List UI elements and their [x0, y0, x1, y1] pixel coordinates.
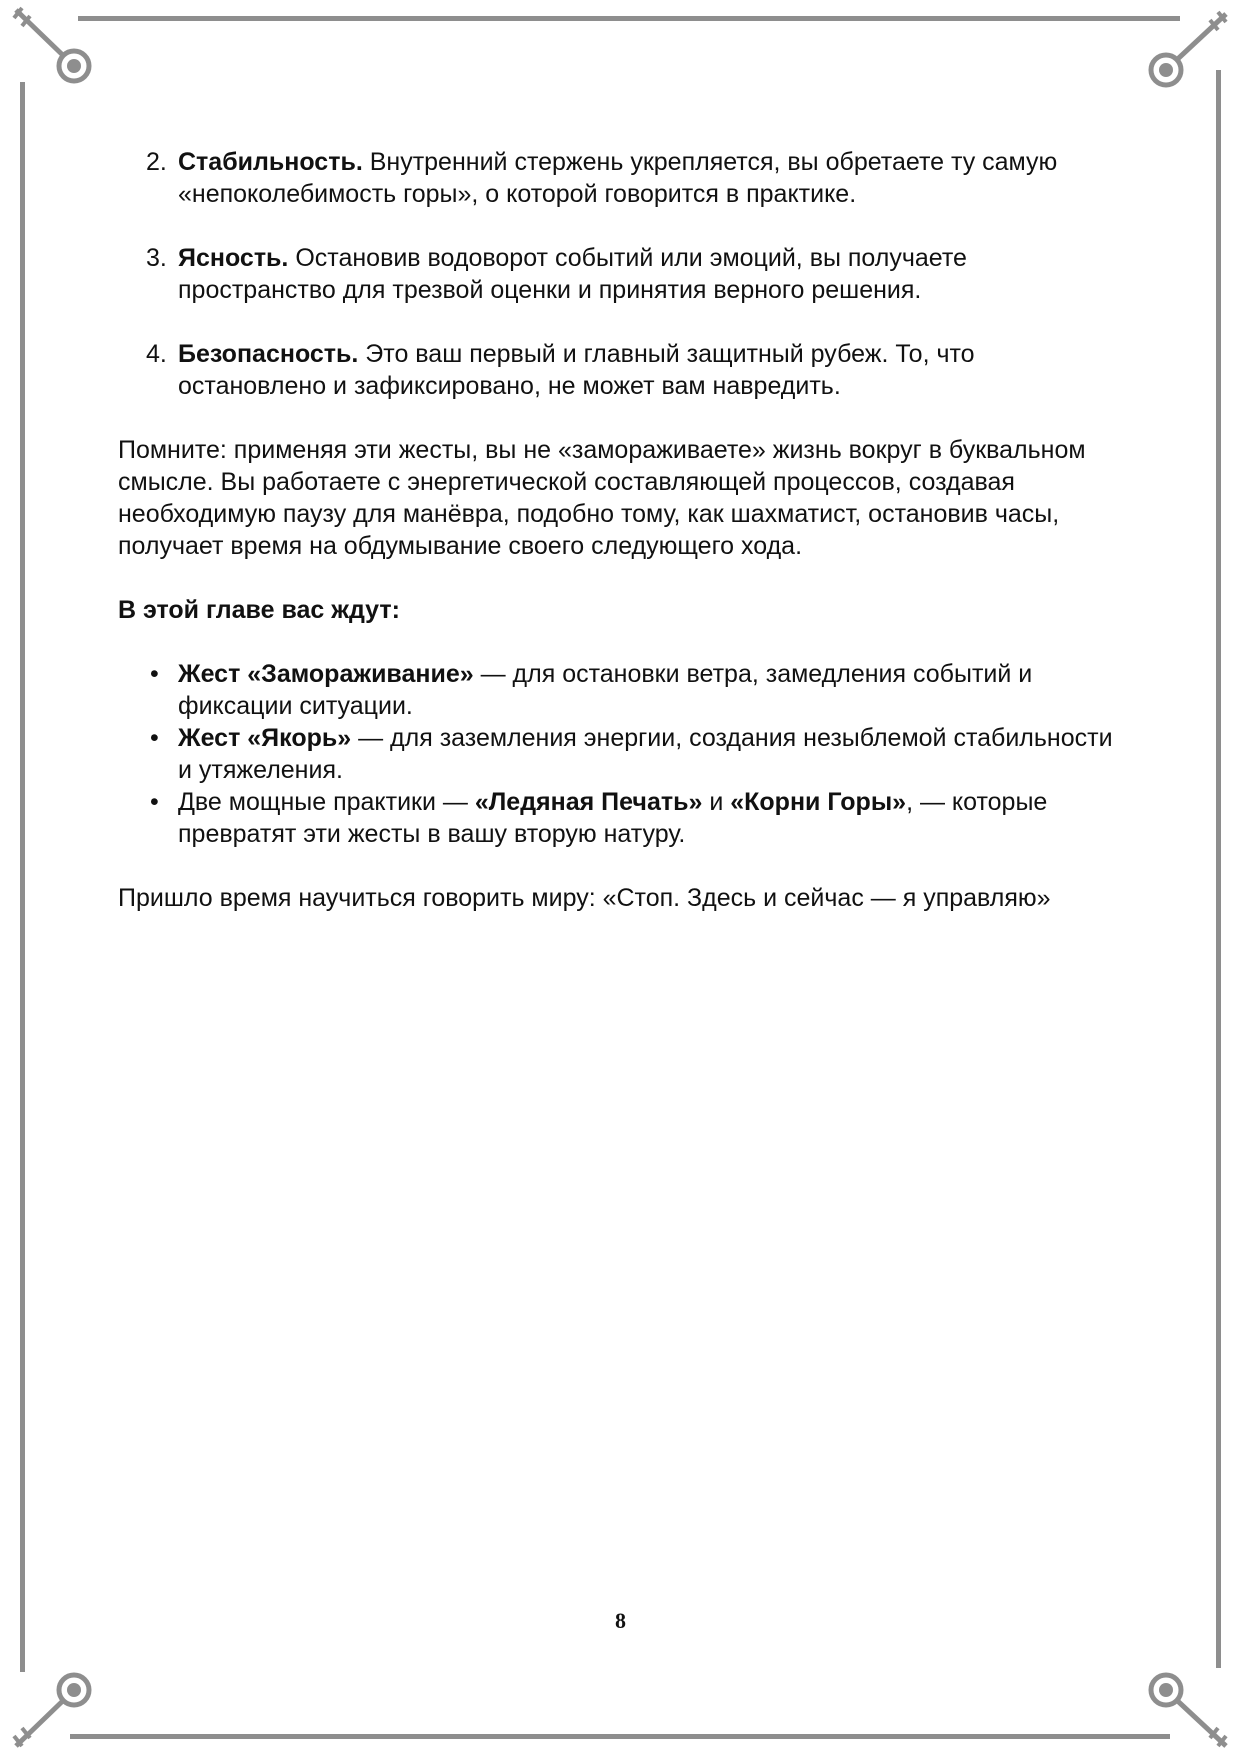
list-number: 3. [146, 244, 167, 272]
frame-right-line [1216, 70, 1221, 1668]
item-text: — для заземления энергии, создания незыблемой стабильности и утяжеления. [178, 724, 1113, 784]
key-ornament-icon-bottom-left [8, 1662, 98, 1752]
practice-name-mountain-roots: «Корни Горы» [730, 788, 907, 816]
item-title: Жест «Замораживание» [178, 660, 474, 688]
key-ornament-icon-top-left [8, 2, 98, 92]
practice-name-ice-seal: «Ледяная Печать» [474, 788, 703, 816]
list-number: 2. [146, 148, 167, 176]
page-number: 8 [615, 1608, 626, 1633]
item-text: Внутренний стержень укрепляется, вы обретаете ту самую «непоколебимость горы», о которой говорится в практике. [178, 148, 1058, 208]
bullet-icon: • [150, 660, 159, 688]
reminder-paragraph: Помните: применяя эти жесты, вы не «замораживаете» жизнь вокруг в буквальном смысле. Вы работаете с энергетической составляющей процессов, создавая необходимую паузу для манёвра, подобно тому, как шахматист, остановив часы, получает время на обдумывание своего следующего хода. [118, 436, 1086, 560]
benefits-numbered-list [118, 146, 1128, 402]
item-text: и [702, 788, 731, 816]
frame-bottom-line [70, 1734, 1170, 1739]
list-item-clarity [118, 242, 1128, 306]
item-text: Остановив водоворот событий или эмоций, вы получаете пространство для трезвой оценки и принятия верного решения. [178, 244, 967, 304]
item-text: Это ваш первый и главный защитный рубеж. То, что остановлено и зафиксировано, не может вам навредить. [178, 340, 975, 400]
chapter-heading: В этой главе вас ждут: [118, 596, 400, 624]
item-title: Ясность. [178, 244, 289, 272]
frame-left-line [20, 82, 25, 1672]
chapter-contents-list [118, 658, 1128, 850]
list-item-stability [118, 146, 1128, 210]
frame-top-line [78, 16, 1180, 21]
list-number: 4. [146, 340, 167, 368]
key-ornament-icon-top-right [1142, 6, 1232, 96]
bullet-item-freeze-gesture [118, 658, 1128, 722]
page-content [118, 146, 1128, 946]
item-text: — для остановки ветра, замедления событий и фиксации ситуации. [178, 660, 1033, 720]
item-text: , — которые превратят эти жесты в вашу вторую натуру. [178, 788, 1048, 848]
item-title: Жест «Якорь» [178, 724, 352, 752]
bullet-icon: • [150, 724, 159, 752]
bullet-item-practices [118, 786, 1128, 850]
bullet-item-anchor-gesture [118, 722, 1128, 786]
key-ornament-icon-bottom-right [1142, 1662, 1232, 1752]
bullet-icon: • [150, 788, 159, 816]
list-item-safety [118, 338, 1128, 402]
item-title: Стабильность. [178, 148, 363, 176]
item-title: Безопасность. [178, 340, 359, 368]
closing-paragraph: Пришло время научиться говорить миру: «Стоп. Здесь и сейчас — я управляю» [118, 884, 1051, 912]
item-text: Две мощные практики — [178, 788, 475, 816]
